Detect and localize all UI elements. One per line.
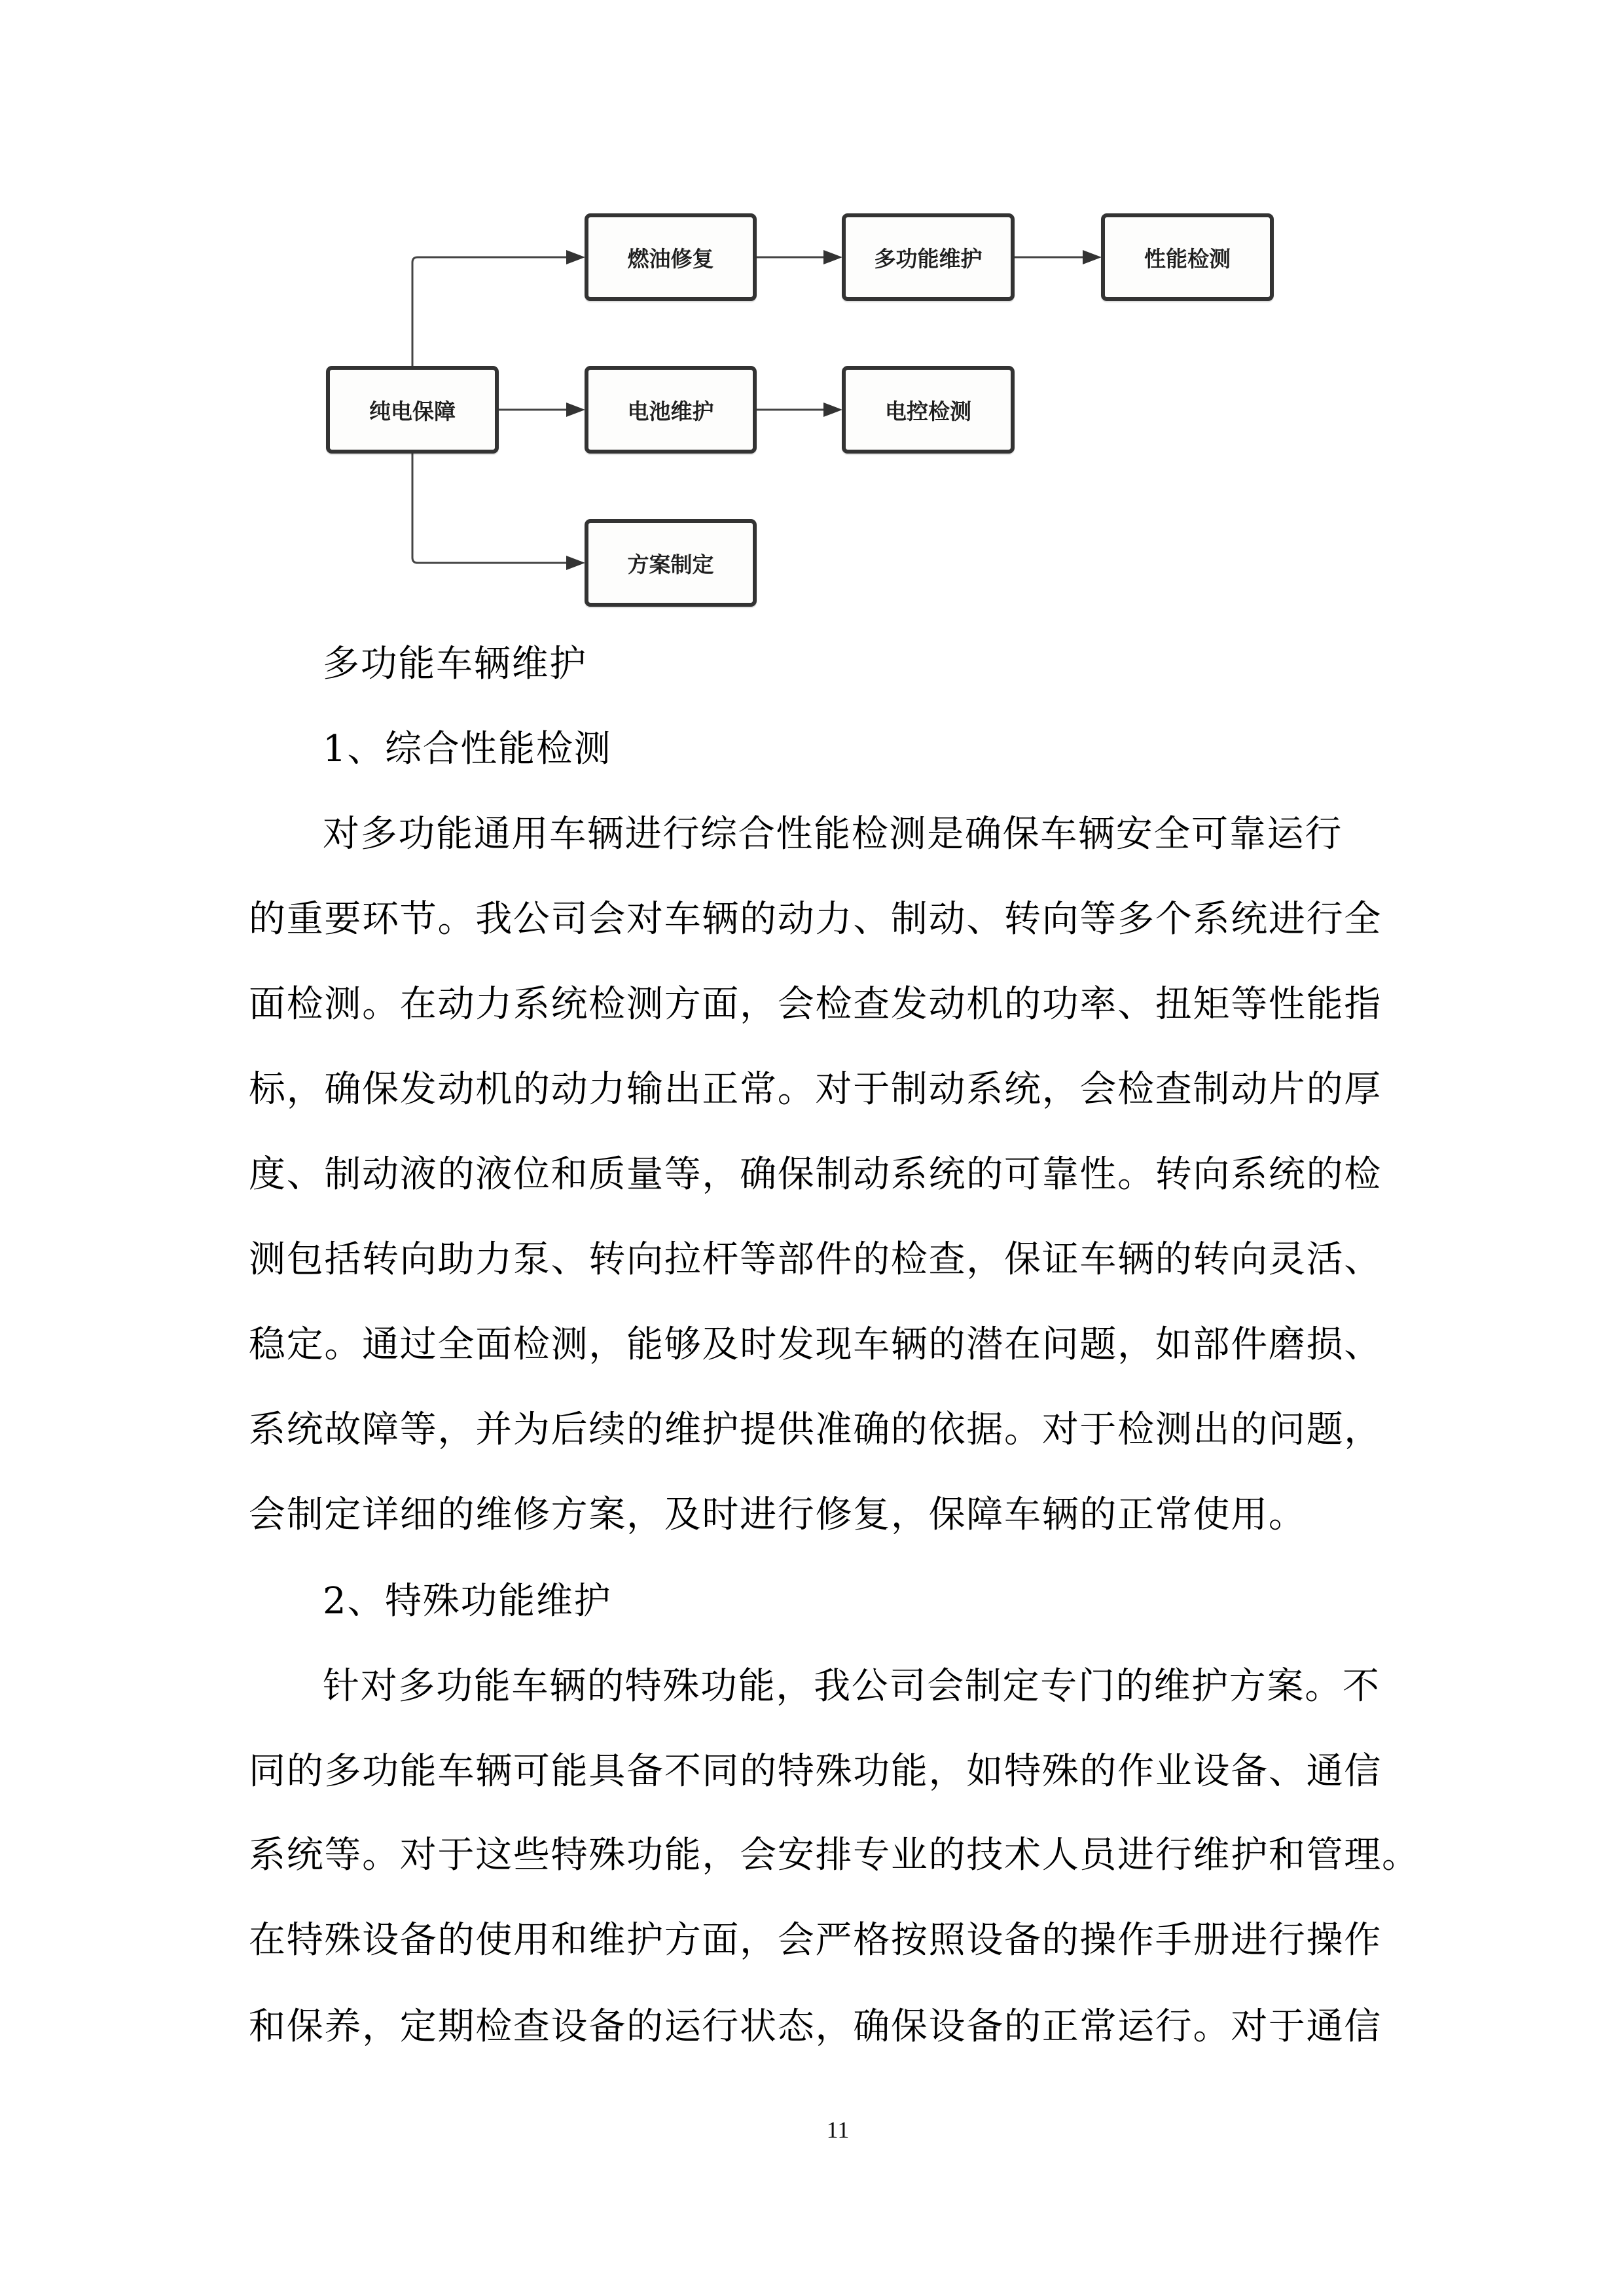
- node-performance-test: [1101, 213, 1274, 301]
- section-title: 多功能车辆维护: [323, 643, 587, 685]
- subsection-heading-1: 1、综合性能检测: [323, 728, 612, 770]
- node-label: 电控检测: [885, 398, 971, 424]
- paragraph-line: 稳定。通过全面检测，能够及时发现车辆的潜在问题，如部件磨损、: [249, 1323, 1382, 1366]
- arrowhead-plan: [566, 556, 585, 570]
- arrowhead-battery: [566, 403, 585, 417]
- subsection-heading-2: 2、特殊功能维护: [323, 1580, 612, 1623]
- paragraph-line: 对多功能通用车辆进行综合性能检测是确保车辆安全可靠运行: [323, 813, 1343, 855]
- node-label: 方案制定: [627, 551, 714, 577]
- paragraph-line: 度、制动液的液位和质量等，确保制动系统的可靠性。转向系统的检: [249, 1153, 1382, 1196]
- node-label: 性能检测: [1144, 245, 1231, 272]
- paragraph-line: 测包括转向助力泵、转向拉杆等部件的检查，保证车辆的转向灵活、: [249, 1238, 1382, 1281]
- paragraph-line: 针对多功能车辆的特殊功能，我公司会制定专门的维护方案。不: [323, 1665, 1380, 1708]
- flowchart-connectors: [0, 0, 1624, 628]
- connector-root-to-plan: [412, 453, 567, 563]
- node-electronic-control-test: [842, 366, 1015, 454]
- node-label: 燃油修复: [627, 245, 714, 272]
- arrowhead-econtrol: [823, 403, 842, 417]
- node-fuel-repair: [585, 213, 757, 301]
- paragraph-line: 会制定详细的维修方案，及时进行修复，保障车辆的正常使用。: [249, 1494, 1307, 1536]
- paragraph-line: 的重要环节。我公司会对车辆的动力、制动、转向等多个系统进行全: [249, 898, 1382, 941]
- node-label: 电池维护: [627, 398, 714, 424]
- arrowhead-fuel-repair: [566, 250, 585, 264]
- arrowhead-multifunction: [823, 250, 842, 264]
- connector-root-to-fuel-repair: [412, 257, 567, 366]
- node-label: 纯电保障: [369, 398, 456, 424]
- paragraph-line: 系统故障等，并为后续的维护提供准确的依据。对于检测出的问题，: [249, 1408, 1382, 1451]
- node-multi-function-maintenance: [842, 213, 1015, 301]
- paragraph-line: 和保养，定期检查设备的运行状态，确保设备的正常运行。对于通信: [249, 2005, 1382, 2048]
- paragraph-line: 系统等。对于这些特殊功能，会安排专业的技术人员进行维护和管理。: [249, 1834, 1420, 1876]
- node-pure-electric-support: [326, 366, 499, 454]
- flowchart-diagram: [0, 0, 1624, 628]
- paragraph-line: 同的多功能车辆可能具备不同的特殊功能，如特殊的作业设备、通信: [249, 1750, 1382, 1793]
- paragraph-line: 面检测。在动力系统检测方面，会检查发动机的功率、扭矩等性能指: [249, 983, 1382, 1026]
- page-number: 11: [826, 2117, 850, 2143]
- paragraph-line: 在特殊设备的使用和维护方面，会严格按照设备的操作手册进行操作: [249, 1919, 1382, 1962]
- node-battery-maintenance: [585, 366, 757, 454]
- node-label: 多功能维护: [874, 245, 983, 272]
- arrowhead-performance: [1083, 250, 1102, 264]
- paragraph-line: 标，确保发动机的动力输出正常。对于制动系统，会检查制动片的厚: [249, 1068, 1382, 1111]
- node-plan-formulation: [585, 519, 757, 607]
